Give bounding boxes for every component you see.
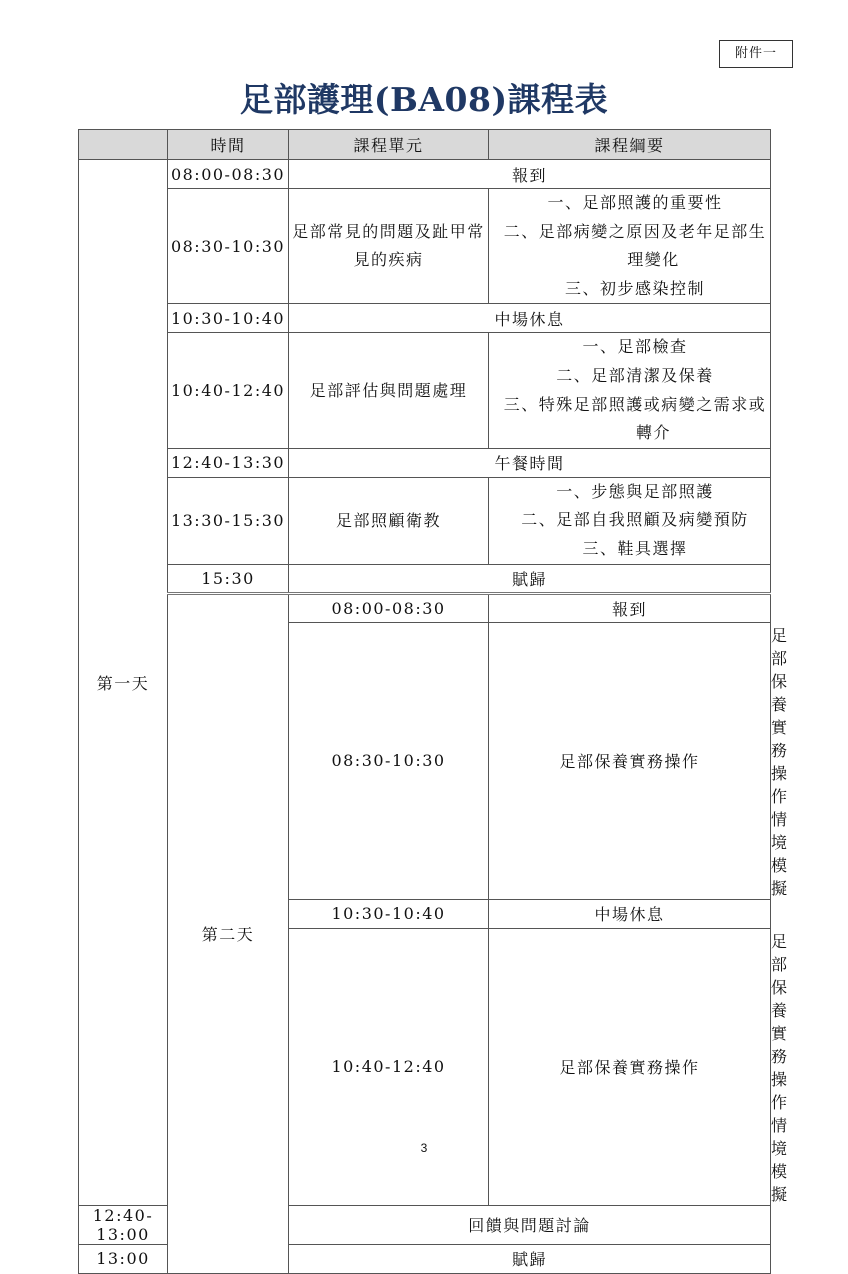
header-row [79,130,771,160]
table-row [79,448,771,477]
outline-item: 三、初步感染控制 [564,278,706,298]
time-cell: 08:30-10:30 [168,189,289,304]
merged-cell: 午餐時間 [289,448,771,477]
unit-cell: 足部保養實務操作 [489,928,771,1205]
outline-item: 三、鞋具選擇 [582,538,688,558]
outline-item: 二、足部清潔及保養 [556,365,714,385]
course-schedule-table [78,129,789,1274]
outline-cell [489,189,771,304]
unit-cell: 足部照顧衛教 [289,477,489,564]
table-row [79,593,771,622]
table-row [79,160,771,189]
outline-item: 二、足部自我照顧及病變預防 [521,510,749,530]
day-label: 第二天 [168,593,289,1273]
time-cell: 08:30-10:30 [289,622,489,899]
merged-cell: 報到 [489,593,771,622]
time-cell: 15:30 [168,564,289,593]
attachment-label: 附件一 [719,40,793,68]
merged-cell: 回饋與問題討論 [289,1205,771,1244]
merged-cell: 中場休息 [489,899,771,928]
table-row: 08:30-10:30 足部保養實務操作 足部保養實務操作情境模擬 [79,622,771,899]
time-cell: 13:30-15:30 [168,477,289,564]
unit-cell: 足部保養實務操作 [489,622,771,899]
merged-cell: 報到 [289,160,771,189]
table-row [79,189,771,304]
time-cell: 10:40-12:40 [289,928,489,1205]
merged-cell: 中場休息 [289,304,771,333]
time-cell: 08:00-08:30 [168,160,289,189]
merged-cell: 賦歸 [289,1244,771,1273]
outline-cell [489,333,771,448]
header-unit: 課程單元 [289,130,489,160]
page-number: 3 [420,1141,428,1155]
unit-cell: 足部評估與問題處理 [289,333,489,448]
time-cell: 13:00 [79,1244,168,1273]
outline-item: 二、足部病變之原因及老年足部生理變化 [503,221,767,270]
header-time: 時間 [168,130,289,160]
table-row: 10:40-12:40 足部保養實務操作 足部保養實務操作情境模擬 [79,928,771,1205]
outline-item: 一、足部照護的重要性 [547,193,723,212]
table-row [79,564,771,593]
day-label: 第一天 [79,160,168,1206]
time-cell: 10:40-12:40 [168,333,289,448]
outline-item: 三、特殊足部照護或病變之需求或轉介 [503,394,767,443]
header-outline: 課程綱要 [489,130,771,160]
time-cell: 10:30-10:40 [289,899,489,928]
time-cell: 12:40-13:30 [168,448,289,477]
outline-item: 一、足部檢查 [582,337,688,357]
table-row [79,304,771,333]
header-day [79,130,168,160]
table-row [79,477,771,564]
outline-cell [489,477,771,564]
merged-cell: 賦歸 [289,564,771,593]
time-cell: 12:40-13:00 [79,1205,168,1244]
unit-cell: 足部常見的問題及趾甲常見的疾病 [289,189,489,304]
table-row [79,333,771,448]
time-cell: 08:00-08:30 [289,593,489,622]
outline-item: 一、步態與足部照護 [556,481,714,501]
page-title: 足部護理(BA08)課程表 [239,80,609,119]
time-cell: 10:30-10:40 [168,304,289,333]
